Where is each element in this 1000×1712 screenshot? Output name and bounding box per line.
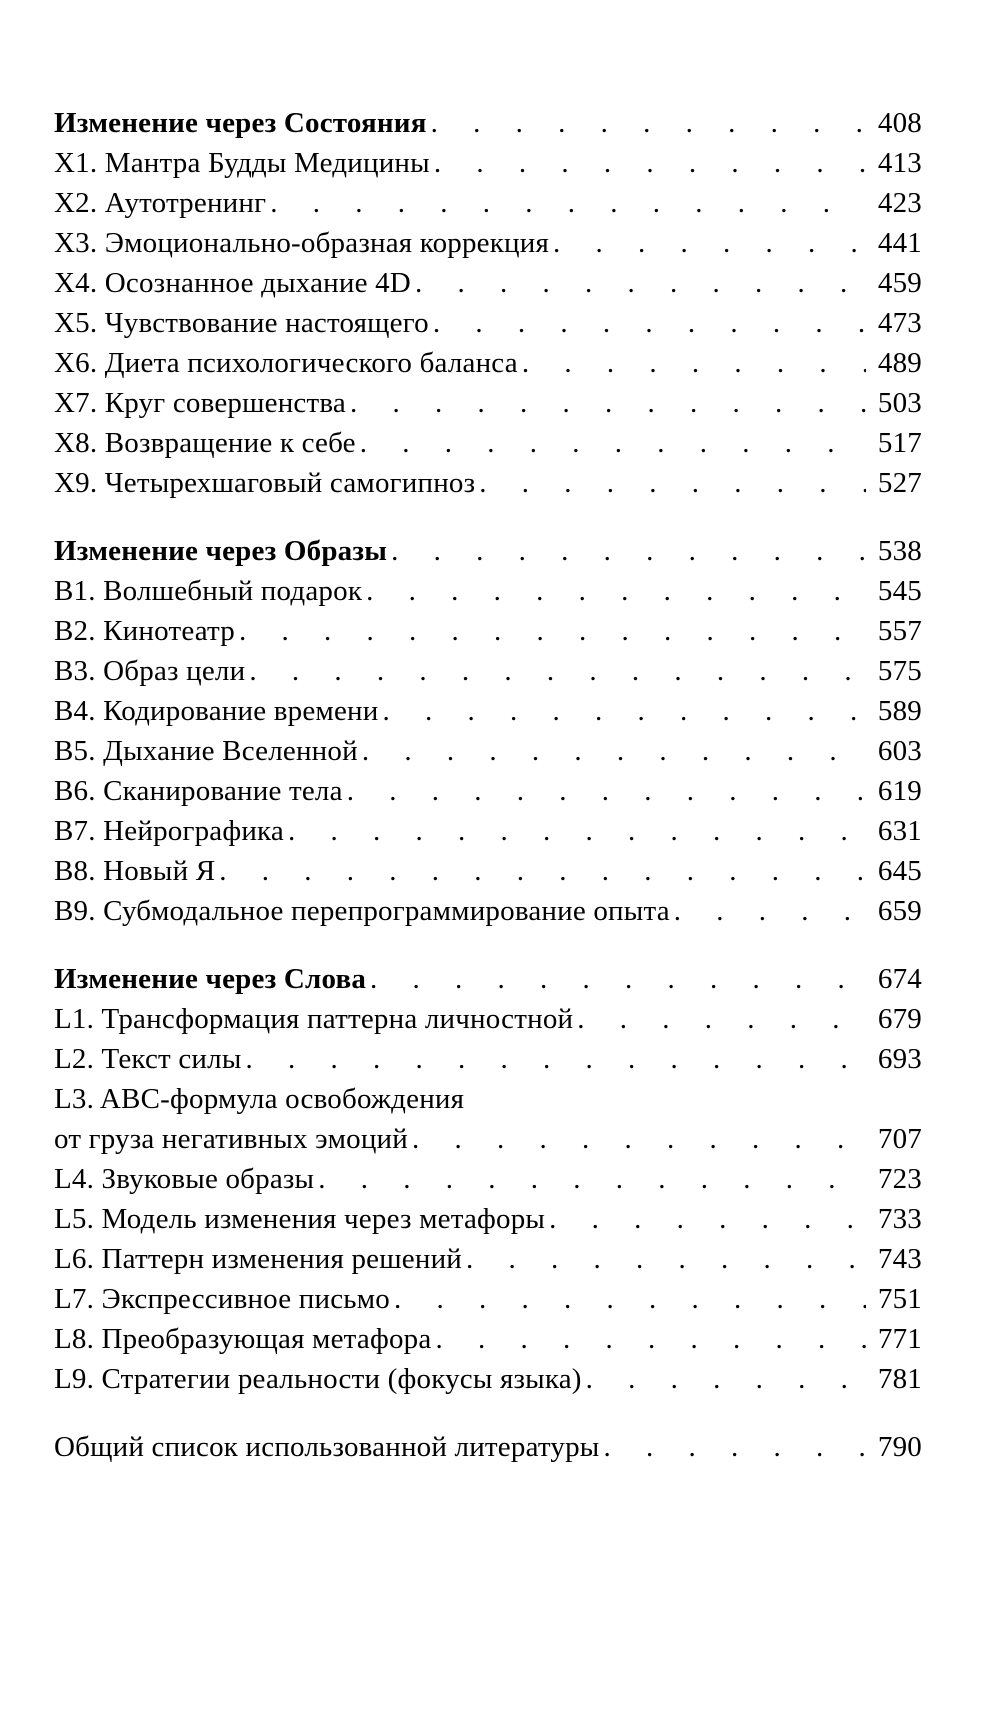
toc-page-number: 679 — [877, 1003, 922, 1035]
toc-page-number: 575 — [877, 655, 922, 687]
dot-leader — [394, 1279, 866, 1319]
toc-entry-title: L8. Преобразующая метафора — [54, 1323, 432, 1355]
toc-entry-title: X7. Круг совершенства — [54, 387, 346, 419]
toc-entry-title: X6. Диета психологического баланса — [54, 347, 518, 379]
table-of-contents — [54, 103, 922, 1495]
toc-entry[interactable] — [54, 1319, 922, 1359]
toc-page-number: 707 — [877, 1123, 922, 1155]
toc-page-number: 423 — [877, 187, 922, 219]
toc-entry-title: X5. Чувствование настоящего — [54, 307, 429, 339]
toc-page-number: 790 — [877, 1431, 922, 1463]
dot-leader — [577, 999, 866, 1039]
dot-leader — [391, 531, 866, 571]
toc-entry[interactable] — [54, 1359, 922, 1399]
dot-leader — [347, 771, 866, 811]
toc-page-number: 771 — [877, 1323, 922, 1355]
toc-entry-title: L6. Паттерн изменения решений — [54, 1243, 463, 1275]
toc-entry-title: B6. Сканирование тела — [54, 775, 343, 807]
toc-entry-title: B4. Кодирование времени — [54, 695, 379, 727]
toc-entry-title: B1. Волшебный подарок — [54, 575, 363, 607]
dot-leader — [270, 183, 866, 223]
toc-page-number: 733 — [877, 1203, 922, 1235]
dot-leader — [350, 383, 866, 423]
toc-page-number: 743 — [877, 1243, 922, 1275]
toc-entry[interactable] — [54, 343, 922, 383]
dot-leader — [362, 731, 866, 771]
toc-entry[interactable] — [54, 1039, 922, 1079]
dot-leader — [239, 611, 866, 651]
toc-entry[interactable] — [54, 463, 922, 503]
toc-page-number: 723 — [877, 1163, 922, 1195]
toc-page-number: 459 — [877, 267, 922, 299]
toc-page-number: 751 — [877, 1283, 922, 1315]
toc-page-number: 557 — [877, 615, 922, 647]
toc-entry-title: B7. Нейрографика — [54, 815, 284, 847]
toc-entry[interactable] — [54, 891, 922, 931]
toc-page-number: 408 — [877, 107, 922, 139]
toc-entry[interactable] — [54, 383, 922, 423]
toc-entry-bibliography[interactable] — [54, 1427, 922, 1467]
toc-page-number: 545 — [877, 575, 922, 607]
dot-leader — [431, 103, 866, 143]
toc-entry[interactable] — [54, 1279, 922, 1319]
toc-entry[interactable] — [54, 999, 922, 1039]
toc-page-number: 603 — [877, 735, 922, 767]
toc-section-states — [54, 103, 922, 503]
toc-heading[interactable] — [54, 531, 922, 571]
toc-page-number: 589 — [877, 695, 922, 727]
toc-entry[interactable] — [54, 1239, 922, 1279]
toc-entry[interactable] — [54, 303, 922, 343]
toc-entry[interactable] — [54, 263, 922, 303]
toc-heading-title: Изменение через Состояния — [54, 107, 427, 139]
toc-entry[interactable] — [54, 1119, 922, 1159]
dot-leader — [415, 263, 866, 303]
toc-entry-title: X9. Четырехшаговый самогипноз — [54, 467, 476, 499]
toc-entry-title: B8. Новый Я — [54, 855, 216, 887]
toc-heading[interactable] — [54, 103, 922, 143]
toc-entry[interactable] — [54, 691, 922, 731]
toc-entry-title: L7. Экспрессивное письмо — [54, 1283, 390, 1315]
dot-leader — [318, 1159, 866, 1199]
dot-leader — [249, 651, 866, 691]
toc-entry[interactable] — [54, 1199, 922, 1239]
toc-page-number: 441 — [877, 227, 922, 259]
toc-entry-title: X4. Осознанное дыхание 4D — [54, 267, 411, 299]
toc-entry[interactable] — [54, 851, 922, 891]
dot-leader — [586, 1359, 866, 1399]
toc-entry-title: L9. Стратегии реальности (фокусы языка) — [54, 1363, 582, 1395]
dot-leader — [466, 1239, 866, 1279]
toc-page-number: 619 — [877, 775, 922, 807]
toc-page-number: 503 — [877, 387, 922, 419]
dot-leader — [360, 423, 866, 463]
toc-entry-title: L1. Трансформация паттерна личностной — [54, 1003, 574, 1035]
toc-entry[interactable] — [54, 571, 922, 611]
toc-entry-title: B3. Образ цели — [54, 655, 246, 687]
dot-leader — [553, 223, 866, 263]
toc-page-number: 693 — [877, 1043, 922, 1075]
dot-leader — [435, 1319, 866, 1359]
toc-page-number: 674 — [877, 963, 922, 995]
toc-entry-title: X2. Аутотренинг — [54, 187, 267, 219]
toc-page-number: 659 — [877, 895, 922, 927]
dot-leader — [549, 1199, 866, 1239]
dot-leader — [370, 959, 866, 999]
dot-leader — [479, 463, 866, 503]
toc-entry[interactable] — [54, 611, 922, 651]
toc-heading-title: Изменение через Образы — [54, 535, 388, 567]
dot-leader — [522, 343, 866, 383]
toc-entry-title: L3. ABC-формула освобождения — [54, 1083, 465, 1115]
toc-page-number: 631 — [877, 815, 922, 847]
dot-leader — [219, 851, 866, 891]
toc-entry-title: L5. Модель изменения через метафоры — [54, 1203, 546, 1235]
toc-section-words — [54, 959, 922, 1399]
toc-page-number: 538 — [877, 535, 922, 567]
toc-entry[interactable] — [54, 651, 922, 691]
toc-page-number: 645 — [877, 855, 922, 887]
toc-entry[interactable] — [54, 731, 922, 771]
toc-page-number: 413 — [877, 147, 922, 179]
toc-entry[interactable] — [54, 1159, 922, 1199]
dot-leader — [288, 811, 866, 851]
toc-entry-title: X8. Возвращение к себе — [54, 427, 356, 459]
toc-section-bibliography — [54, 1427, 922, 1467]
toc-page-number: 517 — [877, 427, 922, 459]
dot-leader — [674, 891, 866, 931]
toc-heading-title: Изменение через Слова — [54, 963, 367, 995]
toc-section-images — [54, 531, 922, 931]
dot-leader — [603, 1427, 866, 1467]
toc-heading[interactable] — [54, 959, 922, 999]
toc-entry-title: L2. Текст силы — [54, 1043, 242, 1075]
toc-entry-title: X3. Эмоционально-образная коррекция — [54, 227, 550, 259]
toc-entry-title: L4. Звуковые образы — [54, 1163, 315, 1195]
toc-entry-title: X1. Мантра Будды Медицины — [54, 147, 430, 179]
dot-leader — [412, 1119, 866, 1159]
dot-leader — [433, 303, 866, 343]
toc-entry[interactable] — [54, 771, 922, 811]
toc-entry[interactable] — [54, 183, 922, 223]
toc-page-number: 473 — [877, 307, 922, 339]
dot-leader — [366, 571, 866, 611]
toc-page-number: 489 — [877, 347, 922, 379]
toc-page-number: 527 — [877, 467, 922, 499]
toc-entry[interactable] — [54, 223, 922, 263]
dot-leader — [246, 1039, 866, 1079]
toc-entry-title: B5. Дыхание Вселенной — [54, 735, 358, 767]
dot-leader — [434, 143, 866, 183]
dot-leader — [382, 691, 866, 731]
toc-entry-title: Общий список использованной литературы — [54, 1431, 600, 1463]
toc-entry[interactable] — [54, 423, 922, 463]
toc-entry-title: B2. Кинотеатр — [54, 615, 235, 647]
toc-entry-title: B9. Субмодальное перепрограммирование опыта — [54, 895, 670, 927]
toc-entry[interactable] — [54, 811, 922, 851]
toc-entry-title: от груза негативных эмоций — [54, 1123, 408, 1155]
toc-entry[interactable] — [54, 1079, 922, 1119]
toc-entry[interactable] — [54, 143, 922, 183]
toc-page-number: 781 — [877, 1363, 922, 1395]
